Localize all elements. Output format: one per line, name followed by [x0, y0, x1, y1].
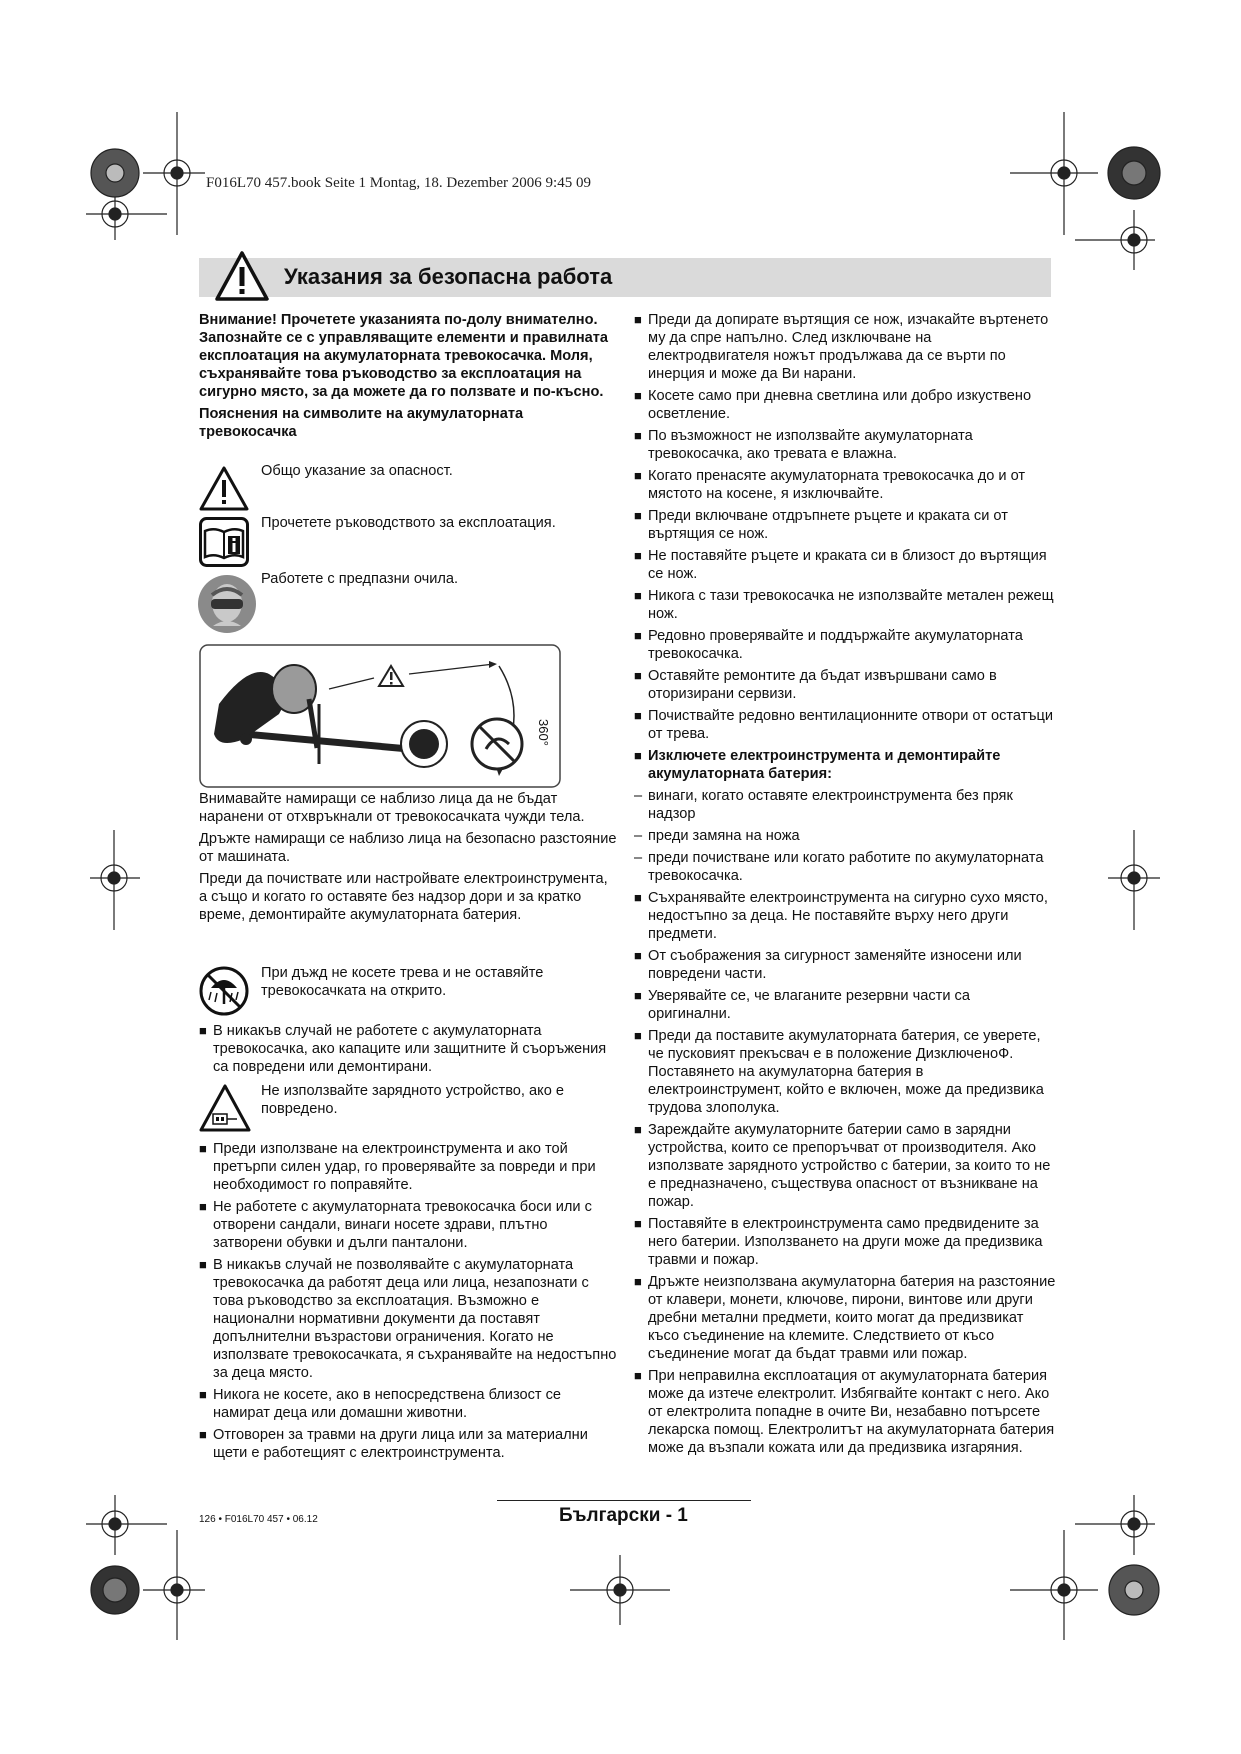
list-item: ■ Преди да поставите акумулаторната батерия, се уверете, че пусковият прекъсвач е в положение ДизключеноФ. Поставянето на акумулаторна батерия в електроинструмент, който е включен, може да предизвика трудова злополука. — [634, 1027, 1056, 1117]
rosette-bottom-left — [91, 1566, 139, 1614]
crosshair-mark-right-bottom — [1075, 1495, 1155, 1555]
page-title: Указания за безопасна работа — [284, 264, 613, 289]
symbol-danger-text: Общо указание за опасност. — [261, 463, 453, 479]
list-item: ■ Преди използване на електроинструмента и ако той претърпи силен удар, го проверявайте за повреди и при необходимост го поправяйте. — [199, 1140, 619, 1194]
list-item: ■ Редовно проверявайте и поддържайте акумулаторната тревокосачка. — [634, 627, 1056, 663]
crosshair-mark-bottom-right — [1010, 1530, 1098, 1640]
dash-item: – винаги, когато оставяте електроинструмента без пряк надзор — [634, 787, 1056, 823]
symbols-heading: Пояснения на символите на акумулаторната тревокосачка — [199, 406, 524, 440]
list-item: ■ Никога не косете, ако в непосредствена близост се намират деца или домашни животни. — [199, 1386, 619, 1422]
list-item: ■ Никога с тази тревокосачка не използвайте метален режещ нож. — [634, 587, 1056, 623]
list-item: ■ От съображения за сигурност заменяйте износени или повредени части. — [634, 947, 1056, 983]
list-item: ■ При неправилна експлоатация от акумулаторната батерия може да изтече електролит. Избягвайте контакт с него. Ако от електролита попадне в очите Ви, незабавно потърсете лекарска помощ. Електролитът на акумулаторната батерия може да възпали кожата или да предизвика изгаряния. — [634, 1367, 1056, 1457]
list-item: ■ Съхранявайте електроинструмента на сигурно сухо място, недостъпно за деца. Не поставяйте върху него други предмети. — [634, 889, 1056, 943]
manual-symbol-icon — [199, 517, 249, 567]
page-number: Български - 1 — [559, 1505, 688, 1526]
list-item: ■ Преди да допирате въртящия се нож, изчакайте въртенето му да спре напълно. След изключване на електродвигателя ножът продължава да се върти по инерция и може да Ви нарани. — [634, 311, 1056, 383]
print-header: F016L70 457.book Seite 1 Montag, 18. Dezember 2006 9:45 09 — [206, 175, 591, 191]
list-item: ■ Преди включване отдръпнете ръцете и краката си от въртящия се нож. — [634, 507, 1056, 543]
left-text-block-2 — [199, 790, 619, 928]
danger-symbol-icon — [199, 466, 249, 511]
list-item: ■ Не поставяйте ръцете и краката си в близост до въртящия се нож. — [634, 547, 1056, 583]
left-covers-block — [199, 1022, 619, 1080]
list-item: ■ Когато пренасяте акумулаторната тревокосачка до и от мястото на косене, я изключвайте. — [634, 467, 1056, 503]
intro-warning: Внимание! Прочетете указанията по-долу внимателно. Запознайте се с управляващите елементи и правилната експлоатация на акумулаторната тревокосачка. Моля, съхранявайте това ръководство за експлоатация на сигурно място, за да можете да го ползвате и по-късно. — [199, 312, 609, 400]
list-item: ■ Косете само при дневна светлина или добро изкуствено осветление. — [634, 387, 1056, 423]
symbol-manual-text: Прочетете ръководството за експлоатация. — [261, 515, 556, 531]
crosshair-mark-right-top — [1075, 210, 1155, 270]
covers-bullet: ■ В никакъв случай не работете с акумулаторната тревокосачка, ако капаците или защитните й съоръжения са повредени или демонтирани. — [199, 1022, 619, 1076]
rain-symbol-icon — [199, 966, 249, 1016]
bystanders-text: Внимавайте намиращи се наблизо лица да не бъдат наранени от отхвръкнали от тревокосачката чужди тела. — [199, 791, 585, 825]
dash-item: – преди замяна на ножа — [634, 827, 1056, 845]
rosette-top-right — [1108, 147, 1160, 199]
right-column — [634, 311, 1056, 1461]
list-item: ■ Оставяйте ремонтите да бъдат извършвани само в оторизирани сервизи. — [634, 667, 1056, 703]
crosshair-mark-left-bottom — [86, 1495, 167, 1555]
symbol-rain-text: При дъжд не косете трева и не оставяйте тревокосачката на открито. — [261, 965, 544, 999]
crosshair-mark-bottom-left — [143, 1530, 205, 1640]
charger-symbol-icon — [199, 1084, 251, 1132]
symbol-goggles-text: Работете с предпазни очила. — [261, 571, 459, 587]
list-item: ■ Отговорен за травми на други лица или за материални щети е работещият с електроинструмента. — [199, 1426, 619, 1462]
crosshair-mark-top-right — [1010, 112, 1098, 235]
crosshair-mark-left-mid — [90, 830, 140, 930]
crosshair-mark-left-top — [86, 190, 167, 240]
warning-triangle-icon — [214, 250, 270, 302]
crosshair-mark-top-left — [143, 112, 205, 235]
list-item: ■ По възможност не използвайте акумулаторната тревокосачка, ако тревата е влажна. — [634, 427, 1056, 463]
crosshair-mark-right-mid — [1108, 830, 1160, 930]
list-item: ■ Поставяйте в електроинструмента само предвидените за него батерии. Използването на други може да предизвика травми и пожар. — [634, 1215, 1056, 1269]
cleaning-text: Преди да почиствате или настройвате електроинструмента, а също и когато го оставяте без надзор дори и за кратко време, демонтирайте акумулаторната батерия. — [199, 871, 608, 923]
footer-code: 126 • F016L70 457 • 06.12 — [199, 1514, 318, 1525]
list-item: ■ Зареждайте акумулаторните батерии само в зарядни устройства, които се препоръчват от производителя. Ако използвате зарядното устройство с батерии, за които то не е предназначено, съществува опасност от възникване на пожар. — [634, 1121, 1056, 1211]
diagram-angle-label: 360° — [536, 719, 551, 746]
disconnect-heading: ■ Изключете електроинструмента и демонтирайте акумулаторната батерия: — [634, 747, 1056, 783]
left-intro-block — [199, 311, 619, 445]
goggles-symbol-icon — [197, 574, 257, 634]
list-item: ■ В никакъв случай не позволявайте с акумулаторната тревокосачка да работят деца или лица, незапознати с това ръководство за експлоатация. Възможно е национални нормативни документи да поставят допълнителни възрастови ограничения. Когато не използвате тревокосачката, я съхранявайте на недостъпно за деца място. — [199, 1256, 619, 1382]
symbol-charger-text: Не използвайте зарядното устройство, ако е повредено. — [261, 1083, 564, 1117]
crosshair-mark-bottom-center — [570, 1555, 670, 1625]
list-item: ■ Дръжте неизползвана акумулаторна батерия на разстояние от клавери, монети, ключове, пирони, винтове или други дребни метални предмети, които могат да предизвикат късо съединение на клемите. Следствието от късо съединение могат да бъдат травми или пожар. — [634, 1273, 1056, 1363]
distance-text: Дръжте намиращи се наблизо лица на безопасно разстояние от машината. — [199, 831, 617, 865]
footer-divider — [497, 1500, 751, 1501]
rosette-top-left — [91, 149, 139, 197]
throw-zone-diagram — [199, 644, 561, 788]
list-item: ■ Почиствайте редовно вентилационните отвори от остатъци от трева. — [634, 707, 1056, 743]
left-bullets — [199, 1140, 619, 1466]
dash-item: – преди почистване или когато работите по акумулаторната тревокосачка. — [634, 849, 1056, 885]
rosette-bottom-right — [1109, 1565, 1159, 1615]
list-item: ■ Не работете с акумулаторната тревокосачка боси или с отворени сандали, винаги носете здрави, плътно затворени обувки и дълги панталони. — [199, 1198, 619, 1252]
list-item: ■ Уверявайте се, че влаганите резервни части са оригинални. — [634, 987, 1056, 1023]
